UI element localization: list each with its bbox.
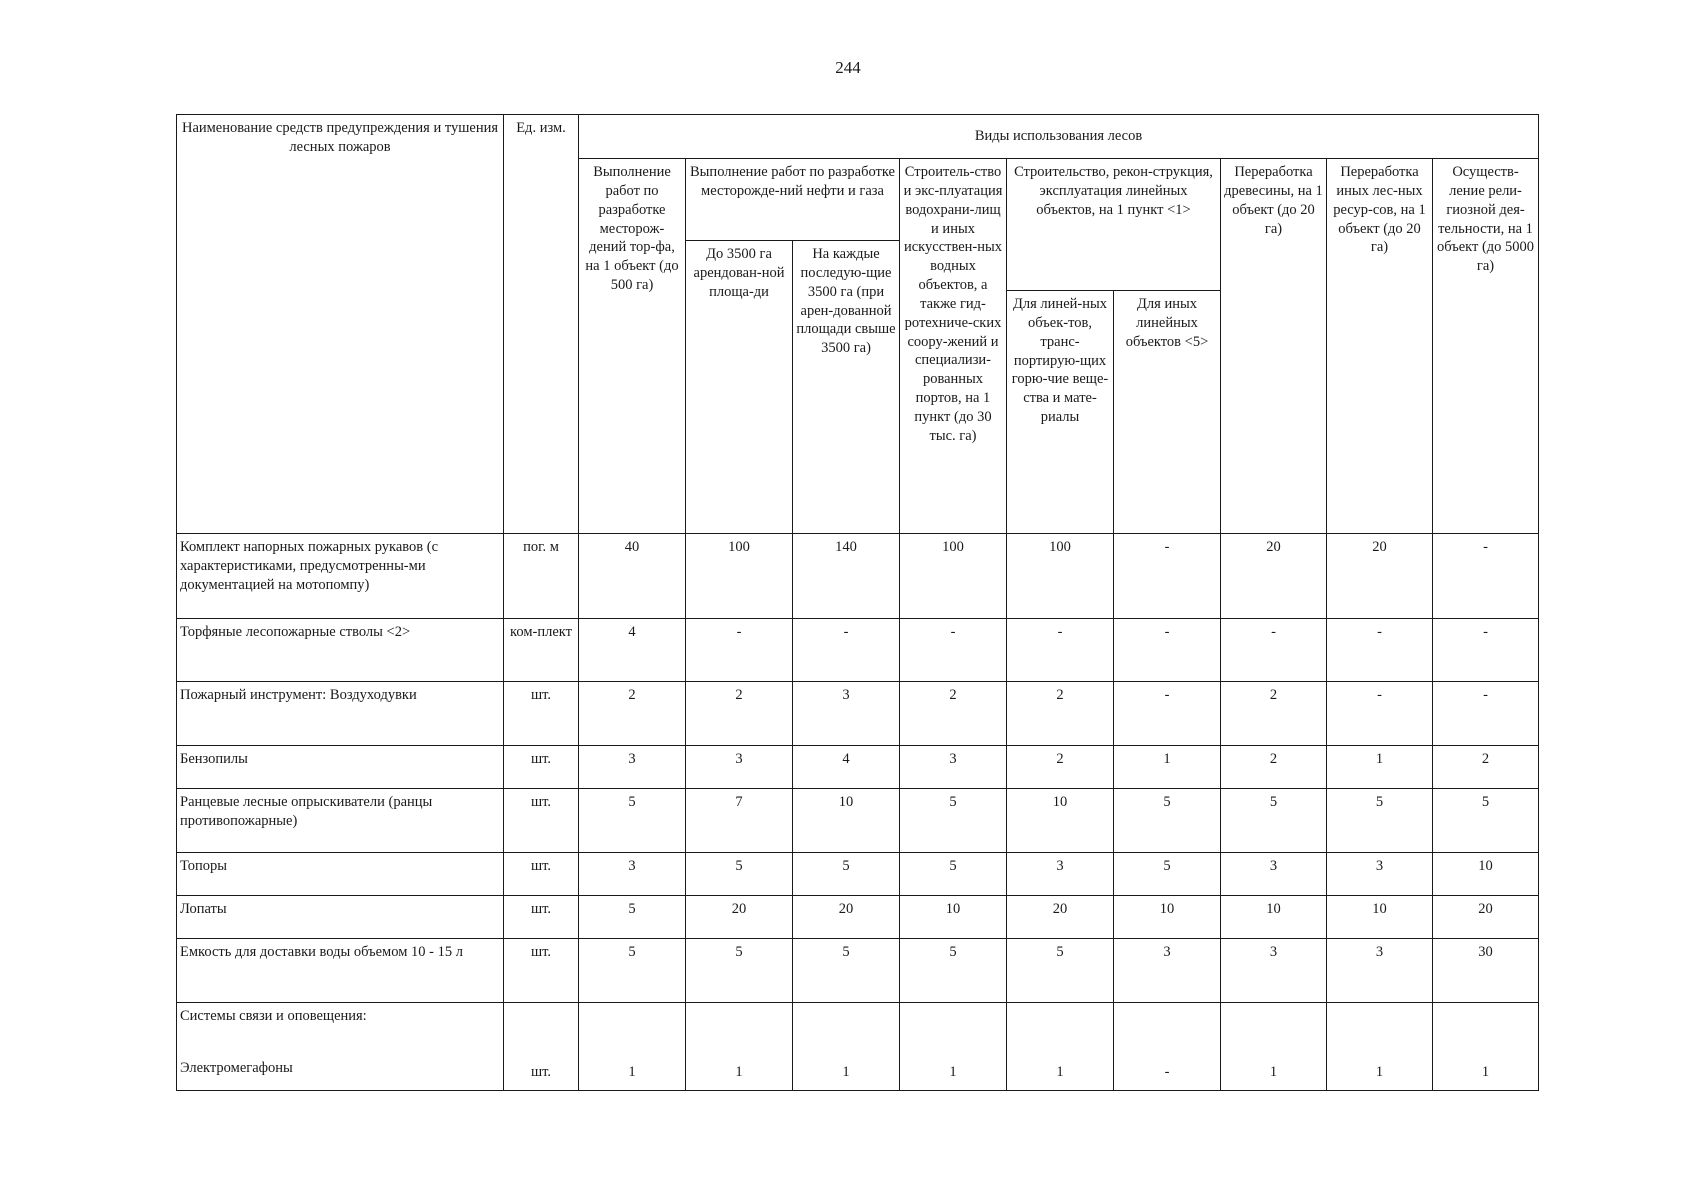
row-name <box>177 1003 504 1091</box>
value-cell: 1 <box>1327 746 1433 789</box>
header-reservoirs: Строитель-ство и экс-плуатация водохрани-лищ и иных искусствен-ных водных объектов, а также гид-ротехниче-ских соору-жений и специализи-рованных портов, на 1 пункт (до 30 тыс. га) <box>900 159 1007 534</box>
value-cell: 5 <box>900 853 1007 896</box>
value-cell: - <box>1114 1003 1221 1091</box>
value-cell: 2 <box>1433 746 1539 789</box>
value-cell: - <box>1114 534 1221 619</box>
value-cell: - <box>1327 682 1433 746</box>
header-name-col: Наименование средств предупреждения и тушения лесных пожаров <box>177 115 504 534</box>
value-cell: 1 <box>1433 1003 1539 1091</box>
value-cell: 10 <box>1327 896 1433 939</box>
header-linear-flammable: Для линей-ных объек-тов, транс-портирую-щих горю-чие веще-ства и мате-риалы <box>1007 291 1114 534</box>
value-cell: 10 <box>1007 789 1114 853</box>
value-cell: 1 <box>1327 1003 1433 1091</box>
section-label-communication: Системы связи и оповещения: <box>180 1008 367 1024</box>
header-unit-col: Ед. изм. <box>504 115 579 534</box>
value-cell: 7 <box>686 789 793 853</box>
value-cell: 1 <box>686 1003 793 1091</box>
value-cell: 5 <box>1114 853 1221 896</box>
value-cell: - <box>1433 534 1539 619</box>
header-oil-gas-each-next-3500: На каждые последую-щие 3500 га (при арен-дованной площади свыше 3500 га) <box>793 241 900 534</box>
value-cell: 2 <box>1221 746 1327 789</box>
table-row <box>177 789 1539 853</box>
value-cell: 5 <box>793 939 900 1003</box>
value-cell: 100 <box>900 534 1007 619</box>
value-cell: 20 <box>1433 896 1539 939</box>
header-peat: Выполнение работ по разработке месторож-дений тор-фа, на 1 объект (до 500 га) <box>579 159 686 534</box>
value-cell: 1 <box>579 1003 686 1091</box>
value-cell: 5 <box>579 789 686 853</box>
value-cell: 2 <box>1007 746 1114 789</box>
row-name: Топоры <box>177 853 504 896</box>
value-cell: 100 <box>686 534 793 619</box>
value-cell: 2 <box>1221 682 1327 746</box>
value-cell: - <box>900 619 1007 682</box>
table-row <box>177 853 1539 896</box>
row-unit: пог. м <box>504 534 579 619</box>
value-cell: 10 <box>900 896 1007 939</box>
value-cell: 5 <box>1007 939 1114 1003</box>
value-cell: 2 <box>1007 682 1114 746</box>
value-cell: - <box>1221 619 1327 682</box>
value-cell: 5 <box>686 939 793 1003</box>
row-name: Комплект напорных пожарных рукавов (с характеристиками, предусмотренны-ми документацией на мотопомпу) <box>177 534 504 619</box>
value-cell: 20 <box>1221 534 1327 619</box>
header-religious: Осуществ-ление рели-гиозной дея-тельности, на 1 объект (до 5000 га) <box>1433 159 1539 534</box>
value-cell: 5 <box>1433 789 1539 853</box>
row-name: Торфяные лесопожарные стволы <2> <box>177 619 504 682</box>
value-cell: 3 <box>793 682 900 746</box>
value-cell: 140 <box>793 534 900 619</box>
table-row <box>177 682 1539 746</box>
value-cell: 3 <box>1007 853 1114 896</box>
row-name: Емкость для доставки воды объемом 10 - 15 л <box>177 939 504 1003</box>
header-wood: Переработка древесины, на 1 объект (до 20 га) <box>1221 159 1327 534</box>
value-cell: 5 <box>1221 789 1327 853</box>
value-cell: 3 <box>900 746 1007 789</box>
value-cell: 3 <box>579 853 686 896</box>
value-cell: 40 <box>579 534 686 619</box>
value-cell: 30 <box>1433 939 1539 1003</box>
value-cell: 3 <box>686 746 793 789</box>
row-unit: шт. <box>504 682 579 746</box>
value-cell: 3 <box>579 746 686 789</box>
header-linear: Строительство, рекон-струкция, эксплуатация линейных объектов, на 1 пункт <1> <box>1007 159 1221 291</box>
value-cell: - <box>1327 619 1433 682</box>
value-cell: 5 <box>1114 789 1221 853</box>
table-row <box>177 1003 1539 1091</box>
value-cell: 5 <box>900 939 1007 1003</box>
value-cell: 1 <box>793 1003 900 1091</box>
row-name: Лопаты <box>177 896 504 939</box>
value-cell: 2 <box>686 682 793 746</box>
value-cell: 5 <box>1327 789 1433 853</box>
value-cell: 5 <box>686 853 793 896</box>
value-cell: 10 <box>1433 853 1539 896</box>
fire-equipment-norms-table <box>176 114 1539 1091</box>
row-unit: ком-плект <box>504 619 579 682</box>
table-row <box>177 534 1539 619</box>
row-unit: шт. <box>504 939 579 1003</box>
value-cell: 1 <box>1007 1003 1114 1091</box>
value-cell: - <box>686 619 793 682</box>
value-cell: 10 <box>1221 896 1327 939</box>
row-unit: шт. <box>504 896 579 939</box>
value-cell: 1 <box>1221 1003 1327 1091</box>
table-row <box>177 746 1539 789</box>
value-cell: 10 <box>793 789 900 853</box>
value-cell: - <box>1433 619 1539 682</box>
value-cell: 1 <box>1114 746 1221 789</box>
value-cell: 100 <box>1007 534 1114 619</box>
value-cell: 20 <box>1327 534 1433 619</box>
header-group-title: Виды использования лесов <box>579 115 1539 159</box>
value-cell: 10 <box>1114 896 1221 939</box>
value-cell: 5 <box>579 896 686 939</box>
value-cell: 5 <box>900 789 1007 853</box>
value-cell: 1 <box>900 1003 1007 1091</box>
row-unit: шт. <box>504 789 579 853</box>
header-row-1 <box>177 115 1539 159</box>
row-unit: шт. <box>504 746 579 789</box>
value-cell: 3 <box>1327 853 1433 896</box>
row-unit: шт. <box>504 1003 579 1091</box>
value-cell: 2 <box>900 682 1007 746</box>
value-cell: 5 <box>793 853 900 896</box>
row-name-text: Электромегафоны <box>180 1060 293 1076</box>
value-cell: - <box>1433 682 1539 746</box>
row-unit: шт. <box>504 853 579 896</box>
value-cell: - <box>1114 619 1221 682</box>
value-cell: - <box>1114 682 1221 746</box>
value-cell: 3 <box>1221 853 1327 896</box>
header-other-resources: Переработка иных лес-ных ресур-сов, на 1 объект (до 20 га) <box>1327 159 1433 534</box>
table-row <box>177 939 1539 1003</box>
row-name: Пожарный инструмент: Воздуходувки <box>177 682 504 746</box>
page-number: 244 <box>835 58 861 77</box>
value-cell: 3 <box>1327 939 1433 1003</box>
header-oil-gas-up-to-3500: До 3500 га арендован-ной площа-ди <box>686 241 793 534</box>
value-cell: - <box>793 619 900 682</box>
header-oil-gas: Выполнение работ по разработке месторожде-ний нефти и газа <box>686 159 900 241</box>
value-cell: 2 <box>579 682 686 746</box>
value-cell: 4 <box>793 746 900 789</box>
value-cell: 5 <box>579 939 686 1003</box>
value-cell: 20 <box>1007 896 1114 939</box>
table-row <box>177 896 1539 939</box>
value-cell: 3 <box>1221 939 1327 1003</box>
row-name: Бензопилы <box>177 746 504 789</box>
value-cell: - <box>1007 619 1114 682</box>
value-cell: 20 <box>686 896 793 939</box>
header-linear-other: Для иных линейных объектов <5> <box>1114 291 1221 534</box>
table-row <box>177 619 1539 682</box>
row-name: Ранцевые лесные опрыскиватели (ранцы противопожарные) <box>177 789 504 853</box>
value-cell: 3 <box>1114 939 1221 1003</box>
value-cell: 20 <box>793 896 900 939</box>
value-cell: 4 <box>579 619 686 682</box>
